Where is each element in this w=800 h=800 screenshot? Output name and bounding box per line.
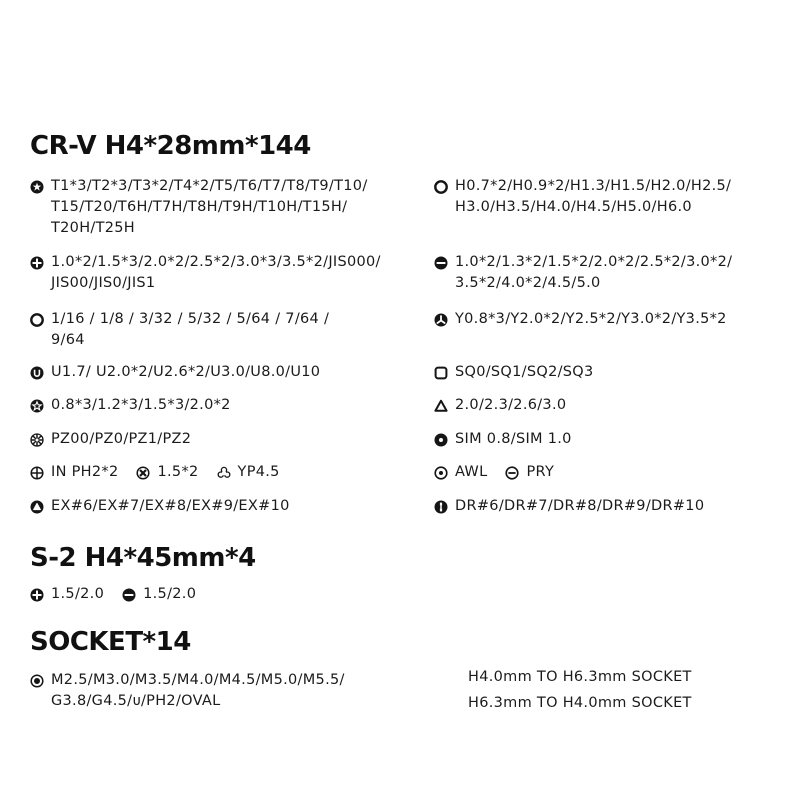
in-ph2-label: IN PH2*2 xyxy=(51,464,119,480)
ex-sizes: EX#6/EX#7/EX#8/EX#9/EX#10 xyxy=(51,498,290,514)
dr-icon xyxy=(434,500,448,514)
spec-inch-hex xyxy=(30,309,329,351)
in-ph2-item xyxy=(30,462,118,483)
pozidriv-icon xyxy=(30,433,44,447)
phillips-sizes: 1.0*2/1.5*3/2.0*2/2.5*2/3.0*3/3.5*2/JIS000/ JIS00/JIS0/JIS1 xyxy=(51,254,381,291)
spec-misc-row xyxy=(30,462,298,483)
phillips-icon xyxy=(30,588,44,602)
spec-square xyxy=(434,362,594,383)
s2-phillips-label: 1.5/2.0 xyxy=(51,586,105,602)
crosshair-icon xyxy=(30,466,44,480)
sim-pin-icon xyxy=(434,433,448,447)
square-icon xyxy=(434,366,448,380)
spec-hex xyxy=(434,176,731,218)
slotted-sizes: 1.0*2/1.3*2/1.5*2/2.0*2/2.5*2/3.0*2/ 3.5*2/4.0*2/4.5/5.0 xyxy=(455,254,733,291)
hex-ring-icon xyxy=(30,313,44,327)
yp45-label: YP4.5 xyxy=(237,464,280,480)
pozi-sizes: PZ00/PZ0/PZ1/PZ2 xyxy=(51,431,192,447)
s2-phillips-item xyxy=(30,584,104,605)
section-title-s2: S-2 H4*45mm*4 xyxy=(30,543,256,573)
socket-sizes: M2.5/M3.0/M3.5/M4.0/M4.5/M5.0/M5.5/ G3.8/G4.5/ᴜ/PH2/OVAL xyxy=(51,672,345,709)
spec-torx xyxy=(30,176,368,239)
spec-sim xyxy=(434,429,572,450)
spec-triangle xyxy=(434,395,566,416)
pry-icon xyxy=(505,466,519,480)
u-type-icon xyxy=(30,366,44,380)
hex-sizes: H0.7*2/H0.9*2/H1.3/H1.5/H2.0/H2.5/ H3.0/H3.5/H4.0/H4.5/H5.0/H6.0 xyxy=(455,178,732,215)
triangle-sizes: 2.0/2.3/2.6/3.0 xyxy=(455,397,567,413)
section-title-socket: SOCKET*14 xyxy=(30,627,191,657)
awl-icon xyxy=(434,466,448,480)
ex-triangle-icon xyxy=(30,500,44,514)
spec-pentalobe xyxy=(30,395,231,416)
adapter-4-to-6: H4.0mm TO H6.3mm SOCKET xyxy=(468,669,692,685)
inch-hex-sizes: 1/16 / 1/8 / 3/32 / 5/32 / 5/64 / 7/64 / 9/64 xyxy=(51,311,330,348)
spec-pozi xyxy=(30,429,191,450)
phillips-icon xyxy=(30,256,44,270)
adapter-6-to-4: H6.3mm TO H4.0mm SOCKET xyxy=(468,695,692,711)
s2-slotted-item xyxy=(122,584,196,605)
spec-tools-row xyxy=(434,462,572,483)
pry-item xyxy=(505,462,554,483)
pry-label: PRY xyxy=(526,464,555,480)
s2-row xyxy=(30,584,214,605)
yp45-item xyxy=(217,462,280,483)
socket-icon xyxy=(30,674,44,688)
torx-star-icon xyxy=(30,180,44,194)
triangle-icon xyxy=(434,399,448,413)
spec-socket xyxy=(30,670,345,712)
sim-sizes: SIM 0.8/SIM 1.0 xyxy=(455,431,572,447)
section-title-crv: CR-V H4*28mm*144 xyxy=(30,131,311,161)
dr-sizes: DR#6/DR#7/DR#8/DR#9/DR#10 xyxy=(455,498,705,514)
tri-wing-icon xyxy=(434,313,448,327)
spec-phillips xyxy=(30,252,381,294)
spec-ex xyxy=(30,496,290,517)
pentalobe-icon xyxy=(30,399,44,413)
spec-u-type xyxy=(30,362,320,383)
cross-15-item xyxy=(136,462,198,483)
pentalobe-sizes: 0.8*3/1.2*3/1.5*3/2.0*2 xyxy=(51,397,231,413)
slotted-icon xyxy=(434,256,448,270)
torx-sizes: T1*3/T2*3/T3*2/T4*2/T5/T6/T7/T8/T9/T10/ T15/T20/T6H/T7H/T8H/T9H/T10H/T15H/ T20H/T25H xyxy=(51,178,368,236)
awl-label: AWL xyxy=(455,464,488,480)
cross-15-label: 1.5*2 xyxy=(157,464,199,480)
awl-item xyxy=(434,462,487,483)
cross-bit-icon xyxy=(136,466,150,480)
socket-adapters xyxy=(468,664,692,716)
spec-tri-wing xyxy=(434,309,727,330)
spec-slotted xyxy=(434,252,732,294)
flower-icon xyxy=(217,466,231,480)
hex-icon xyxy=(434,180,448,194)
u-type-sizes: U1.7/ U2.0*2/U2.6*2/U3.0/U8.0/U10 xyxy=(51,364,321,380)
square-sizes: SQ0/SQ1/SQ2/SQ3 xyxy=(455,364,594,380)
s2-slotted-label: 1.5/2.0 xyxy=(143,586,197,602)
tri-wing-sizes: Y0.8*3/Y2.0*2/Y2.5*2/Y3.0*2/Y3.5*2 xyxy=(455,311,727,327)
slotted-icon xyxy=(122,588,136,602)
spec-dr xyxy=(434,496,704,517)
